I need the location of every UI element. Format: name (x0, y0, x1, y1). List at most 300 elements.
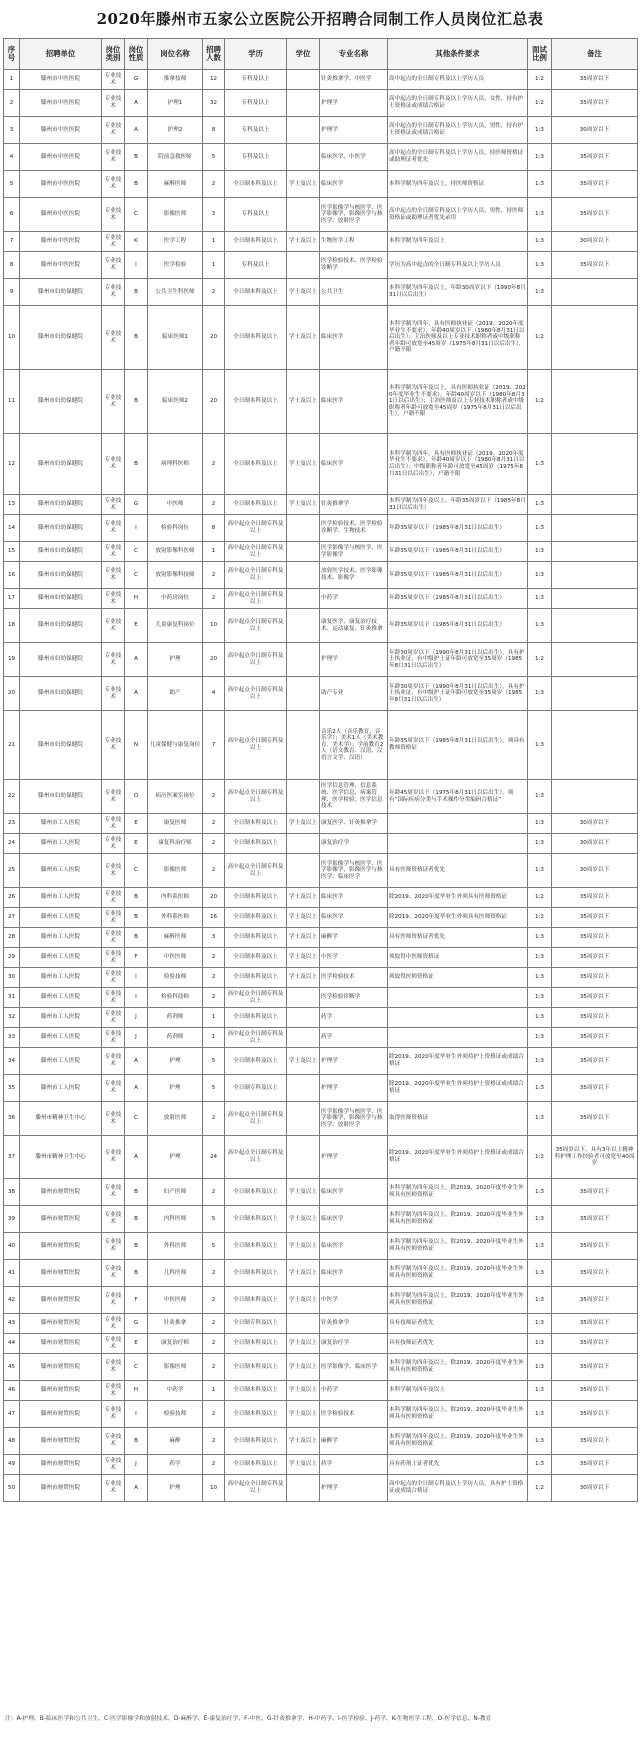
cell-major: 护理学 (320, 1048, 388, 1075)
cell-count: 2 (203, 434, 225, 495)
cell-requirements: 本科学制为四年及以上，除2019、2020年度毕业生外须具有医师资格证 (388, 1260, 528, 1287)
cell-remarks (552, 677, 638, 711)
cell-education: 高中起点全日制专科及以上 (225, 609, 287, 643)
cell-count: 2 (203, 814, 225, 834)
footnote: 注：A-护理、B-临床医学和公共卫生、C-医学影像学和放射技术、D-麻醉学、E-康复治疗学、F-中医、G-针灸推拿学、H-中药学、I-医学检验、J-药学、K-生物医学工程、O-医学信息、N-教育 (5, 1716, 492, 1722)
cell-nature: C (125, 562, 148, 589)
cell-remarks: 30周岁以下 (552, 1475, 638, 1502)
cell-ratio: 1:3 (528, 1334, 552, 1354)
table-row (4, 1206, 638, 1233)
cell-major: 护理学 (320, 1075, 388, 1102)
cell-education: 全日制本科及以上 (225, 1455, 287, 1475)
cell-education: 专科及以上 (225, 252, 287, 279)
cell-nature: B (125, 1179, 148, 1206)
cell-degree: 学士及以上 (287, 1179, 320, 1206)
table-row (4, 1260, 638, 1287)
cell-education: 全日制本科及以上 (225, 495, 287, 515)
cell-education: 专科及以上 (225, 144, 287, 171)
cell-education: 全日制本科及以上 (225, 1008, 287, 1028)
cell-count: 1 (203, 1008, 225, 1028)
cell-category: 专业技术 (102, 968, 125, 988)
cell-degree: 学士及以上 (287, 1428, 320, 1455)
cell-requirements: 高中起点的全日制专科及以上学历人员，持医师资格证或助理证者优先 (388, 144, 528, 171)
cell-nature: E (125, 1334, 148, 1354)
table-row (4, 198, 638, 232)
cell-unit: 滕州市财贸医院 (20, 1179, 102, 1206)
cell-position: 检验技师 (148, 968, 203, 988)
cell-degree (287, 1314, 320, 1334)
cell-remarks: 35周岁以下 (552, 988, 638, 1008)
cell-ratio: 1:3 (528, 589, 552, 609)
cell-category: 专业技术 (102, 1008, 125, 1028)
cell-major: 临床医学 (320, 306, 388, 370)
cell-count: 1 (203, 1028, 225, 1048)
cell-ratio: 1:2 (528, 306, 552, 370)
cell-no: 8 (4, 252, 20, 279)
cell-requirements: 学历为高中起点的全日制专科及以上学历人员 (388, 252, 528, 279)
cell-remarks: 35周岁以下 (552, 1206, 638, 1233)
cell-count: 5 (203, 1233, 225, 1260)
cell-education: 高中起点全日制专科及以上 (225, 1028, 287, 1048)
cell-degree: 学士及以上 (287, 1206, 320, 1233)
table-row (4, 562, 638, 589)
cell-count: 2 (203, 1401, 225, 1428)
cell-ratio: 1:2 (528, 888, 552, 908)
cell-ratio: 1:3 (528, 780, 552, 814)
cell-major: 医学信息管理、信息系统、医学信息、病案管理、医学检验、医学信息技术 (320, 780, 388, 814)
cell-category: 专业技术 (102, 1179, 125, 1206)
cell-nature: E (125, 834, 148, 854)
cell-no: 2 (4, 90, 20, 117)
cell-category: 专业技术 (102, 90, 125, 117)
table-row (4, 279, 638, 306)
cell-nature: J (125, 1455, 148, 1475)
cell-ratio: 1:3 (528, 814, 552, 834)
table-row (4, 1354, 638, 1381)
cell-requirements: 具有药剂士证者优先 (388, 1455, 528, 1475)
table-row (4, 1428, 638, 1455)
cell-unit: 滕州市精神卫生中心 (20, 1136, 102, 1179)
cell-position: 中药房岗位 (148, 589, 203, 609)
cell-education: 专科及以上 (225, 117, 287, 144)
cell-no: 17 (4, 589, 20, 609)
table-row (4, 1381, 638, 1401)
cell-category: 专业技术 (102, 1028, 125, 1048)
cell-count: 2 (203, 1260, 225, 1287)
cell-no: 14 (4, 515, 20, 542)
table-row (4, 888, 638, 908)
cell-degree: 学士及以上 (287, 968, 320, 988)
cell-nature: A (125, 90, 148, 117)
cell-education: 高中起点全日制专科及以上 (225, 1136, 287, 1179)
cell-education: 高中起点全日制专科及以上 (225, 780, 287, 814)
cell-nature: F (125, 1287, 148, 1314)
cell-requirements (388, 988, 528, 1008)
cell-position: 医学检验 (148, 252, 203, 279)
cell-major: 药学 (320, 1008, 388, 1028)
cell-count: 2 (203, 1179, 225, 1206)
cell-degree: 学士及以上 (287, 1334, 320, 1354)
cell-category: 专业技术 (102, 1206, 125, 1233)
cell-requirements: 高中起点的全日制专科及以上学历人员，男性，持医师资格证或助理证者优先录用 (388, 198, 528, 232)
cell-category: 专业技术 (102, 888, 125, 908)
cell-remarks: 35周岁以下 (552, 1314, 638, 1334)
table-row (4, 1455, 638, 1475)
cell-degree (287, 711, 320, 780)
cell-education: 高中起点全日制专科及以上 (225, 589, 287, 609)
cell-count: 3 (203, 198, 225, 232)
cell-remarks: 35周岁以下 (552, 1455, 638, 1475)
cell-unit: 滕州市财贸医院 (20, 1381, 102, 1401)
cell-position: 放射影像科技师 (148, 562, 203, 589)
table-row (4, 1233, 638, 1260)
cell-position: 护理 (148, 1136, 203, 1179)
cell-no: 4 (4, 144, 20, 171)
cell-requirements: 除2019、2020年度毕业生外须具有医师资格证 (388, 888, 528, 908)
cell-degree: 学士及以上 (287, 1048, 320, 1075)
cell-position: 康复治疗师 (148, 1334, 203, 1354)
cell-unit: 滕州市妇幼保健院 (20, 589, 102, 609)
cell-major: 临床医学 (320, 370, 388, 434)
cell-remarks (552, 306, 638, 370)
cell-degree: 学士及以上 (287, 928, 320, 948)
cell-degree (287, 677, 320, 711)
cell-degree (287, 562, 320, 589)
cell-degree (287, 542, 320, 562)
cell-education: 全日制本科及以上 (225, 1428, 287, 1455)
cell-unit: 滕州市妇幼保健院 (20, 562, 102, 589)
cell-remarks: 35周岁以下 (552, 144, 638, 171)
cell-position: 医学工程 (148, 232, 203, 252)
table-row (4, 928, 638, 948)
cell-remarks: 35周岁以下 (552, 1428, 638, 1455)
cell-major: 护理学 (320, 1475, 388, 1502)
cell-nature: B (125, 1260, 148, 1287)
cell-category: 专业技术 (102, 1354, 125, 1381)
table-row (4, 542, 638, 562)
cell-major: 临床医学、中医学 (320, 144, 388, 171)
cell-category: 专业技术 (102, 232, 125, 252)
cell-category: 专业技术 (102, 542, 125, 562)
cell-requirements: 年龄45周岁以下（1975年8月31日以后出生），须有“国际疾病分类与手术操作分类编码合格证” (388, 780, 528, 814)
cell-category: 专业技术 (102, 1075, 125, 1102)
cell-no: 47 (4, 1401, 20, 1428)
cell-no: 48 (4, 1428, 20, 1455)
cell-degree (287, 117, 320, 144)
cell-education: 全日制本科及以上 (225, 1048, 287, 1075)
cell-count: 1 (203, 542, 225, 562)
cell-major: 护理学 (320, 90, 388, 117)
cell-ratio: 1:3 (528, 1260, 552, 1287)
cell-requirements: 具有医师资格证者优先 (388, 854, 528, 888)
cell-remarks: 35周岁以下 (552, 1048, 638, 1075)
cell-category: 专业技术 (102, 562, 125, 589)
cell-ratio: 1:3 (528, 1381, 552, 1401)
cell-requirements (388, 1028, 528, 1048)
cell-remarks: 35周岁以下 (552, 1008, 638, 1028)
cell-ratio: 1:3 (528, 1428, 552, 1455)
cell-major: 临床医学 (320, 434, 388, 495)
cell-remarks: 35周岁以下 (552, 70, 638, 90)
cell-position: 儿科医师 (148, 1260, 203, 1287)
cell-nature: H (125, 589, 148, 609)
cell-no: 3 (4, 117, 20, 144)
cell-nature: B (125, 928, 148, 948)
cell-position: 放射影像科医师 (148, 542, 203, 562)
table-row (4, 908, 638, 928)
cell-ratio: 1:2 (528, 1136, 552, 1179)
cell-nature: B (125, 1206, 148, 1233)
cell-major: 康复治疗学 (320, 1334, 388, 1354)
cell-requirements: 须取得中医师资格证 (388, 948, 528, 968)
cell-nature: B (125, 370, 148, 434)
cell-major: 药学 (320, 1455, 388, 1475)
cell-remarks: 30周岁以下 (552, 814, 638, 834)
cell-major: 医学影像学与核医学、医学影像学、影像医学与核医学、临床医学 (320, 854, 388, 888)
cell-position: 临床医师1 (148, 306, 203, 370)
cell-degree (287, 643, 320, 677)
table-row (4, 171, 638, 198)
cell-count: 2 (203, 495, 225, 515)
cell-education: 全日制本科及以上 (225, 948, 287, 968)
cell-position: 检验技师 (148, 1401, 203, 1428)
cell-requirements: 本科学制为四年及以上，具有医师执业证（2019、2020年度毕业生不要求），年龄40周岁以下（1980年8月31日以后出生）；主治医师及以上专业技术职称者或中级职称者年龄可放宽至45周岁（1975年8月31日以后出生），户籍不限 (388, 370, 528, 434)
cell-degree: 学士及以上 (287, 888, 320, 908)
cell-position: 护理1 (148, 90, 203, 117)
cell-unit: 滕州市中医医院 (20, 252, 102, 279)
cell-no: 24 (4, 834, 20, 854)
cell-degree (287, 609, 320, 643)
cell-category: 专业技术 (102, 434, 125, 495)
cell-count: 8 (203, 515, 225, 542)
cell-remarks (552, 542, 638, 562)
cell-unit: 滕州市工人医院 (20, 888, 102, 908)
cell-nature: B (125, 908, 148, 928)
cell-remarks: 35周岁以下 (552, 1334, 638, 1354)
cell-category: 专业技术 (102, 1381, 125, 1401)
cell-requirements: 本科学制为四年，具有医师执业证（2019、2020年度毕业生不要求），年龄40周岁以下（1980年8月31日以后出生）；中级职称者年龄可放宽至45周岁（1975年8月31日以后出生），户籍不限 (388, 434, 528, 495)
cell-unit: 滕州市财贸医院 (20, 1287, 102, 1314)
cell-requirements: 本科学制为四年及以上 (388, 1381, 528, 1401)
cell-ratio: 1:3 (528, 1048, 552, 1075)
cell-no: 37 (4, 1136, 20, 1179)
table-row (4, 90, 638, 117)
cell-education: 全日制本科及以上 (225, 1381, 287, 1401)
cell-education: 全日制本科及以上 (225, 1287, 287, 1314)
cell-position: 护理 (148, 1075, 203, 1102)
cell-no: 44 (4, 1334, 20, 1354)
table-row (4, 1287, 638, 1314)
cell-count: 20 (203, 888, 225, 908)
cell-major: 助产专业 (320, 677, 388, 711)
cell-position: 病理科医师 (148, 434, 203, 495)
cell-unit: 滕州市工人医院 (20, 1075, 102, 1102)
table-row (4, 677, 638, 711)
cell-ratio: 1:3 (528, 1179, 552, 1206)
cell-requirements: 本科学制为四年及以上，除2019、2020年度毕业生外须具有医师资格证 (388, 1354, 528, 1381)
cell-nature: K (125, 232, 148, 252)
cell-category: 专业技术 (102, 1475, 125, 1502)
cell-degree: 学士及以上 (287, 1401, 320, 1428)
cell-degree (287, 515, 320, 542)
table-row (4, 1475, 638, 1502)
cell-category: 专业技术 (102, 1334, 125, 1354)
cell-remarks: 35周岁以下 (552, 1287, 638, 1314)
cell-count: 1 (203, 232, 225, 252)
cell-remarks: 35周岁以下 (552, 888, 638, 908)
cell-requirements: 高中起点的全日制专科及以上学历人员 (388, 70, 528, 90)
cell-no: 40 (4, 1233, 20, 1260)
cell-remarks: 35周岁以下 (552, 1028, 638, 1048)
cell-position: 放射医师 (148, 1102, 203, 1136)
cell-remarks: 35周岁以下 (552, 948, 638, 968)
cell-unit: 滕州市妇幼保健院 (20, 609, 102, 643)
cell-unit: 滕州市中医医院 (20, 70, 102, 90)
cell-count: 10 (203, 1475, 225, 1502)
cell-ratio: 1:3 (528, 854, 552, 888)
table-row (4, 70, 638, 90)
cell-no: 7 (4, 232, 20, 252)
cell-count: 16 (203, 908, 225, 928)
cell-remarks (552, 643, 638, 677)
cell-unit: 滕州市妇幼保健院 (20, 542, 102, 562)
cell-education: 全日制本科及以上 (225, 1233, 287, 1260)
cell-education: 全日制本科及以上 (225, 1206, 287, 1233)
cell-count: 24 (203, 1136, 225, 1179)
cell-major: 针灸推拿学 (320, 495, 388, 515)
cell-category: 专业技术 (102, 1136, 125, 1179)
cell-remarks (552, 589, 638, 609)
cell-count: 7 (203, 711, 225, 780)
cell-count: 1 (203, 1381, 225, 1401)
cell-position: 药学 (148, 1455, 203, 1475)
cell-position: 儿童康复科岗位 (148, 609, 203, 643)
table-row (4, 948, 638, 968)
cell-major: 临床医学 (320, 1179, 388, 1206)
table-row (4, 515, 638, 542)
header-no: 序号 (4, 39, 20, 70)
cell-education: 专科及以上 (225, 70, 287, 90)
cell-category: 专业技术 (102, 780, 125, 814)
cell-major: 临床医学 (320, 908, 388, 928)
cell-education: 全日制本科及以上 (225, 814, 287, 834)
cell-nature: C (125, 198, 148, 232)
cell-position: 院前急救医师 (148, 144, 203, 171)
table-row (4, 1048, 638, 1075)
cell-major: 康复医学、针灸推拿学 (320, 814, 388, 834)
cell-requirements: 具有医师资格证者优先 (388, 928, 528, 948)
table-row (4, 117, 638, 144)
cell-unit: 滕州市工人医院 (20, 1008, 102, 1028)
cell-education: 高中起点全日制专科及以上 (225, 542, 287, 562)
header-major: 专业名称 (320, 39, 388, 70)
cell-nature: B (125, 1428, 148, 1455)
cell-requirements: 本科学制为四年，具有医师执业证（2019、2020年度毕业生不要求），年龄40周岁以下（1980年8月31日以后出生）；主治医师及以上专业技术职称者或中级职称者年龄可放宽至45周岁（1975年8月31日以后出生），户籍不限 (388, 306, 528, 370)
cell-remarks: 35周岁以下 (552, 1381, 638, 1401)
cell-category: 专业技术 (102, 279, 125, 306)
cell-requirements: 具有技师证者优先 (388, 1334, 528, 1354)
cell-category: 专业技术 (102, 171, 125, 198)
cell-major: 音乐2人（音乐教育、音乐学）；美术1人（美术教育、美术学）；学前教育2人（语文教育、汉语、汉语言文学、汉语） (320, 711, 388, 780)
cell-unit: 滕州市工人医院 (20, 908, 102, 928)
cell-requirements: 具有技师证者优先 (388, 1314, 528, 1334)
cell-major: 护理学 (320, 117, 388, 144)
table-row (4, 814, 638, 834)
cell-requirements: 本科学制为四年及以上，除2019、2020年度毕业生外须具有医师资格证 (388, 1206, 528, 1233)
cell-category: 专业技术 (102, 988, 125, 1008)
cell-no: 38 (4, 1179, 20, 1206)
cell-degree (287, 834, 320, 854)
cell-category: 专业技术 (102, 117, 125, 144)
cell-requirements: 本科学制为四年及以上，除2019、2020年度毕业生外须具有医师资格证 (388, 1428, 528, 1455)
cell-nature: C (125, 1102, 148, 1136)
cell-requirements: 本科学制为四年及以上，持医师资格证 (388, 171, 528, 198)
cell-remarks: 35周岁以下 (552, 1401, 638, 1428)
cell-remarks (552, 562, 638, 589)
cell-degree (287, 252, 320, 279)
cell-position: 药剂师 (148, 1028, 203, 1048)
cell-count: 10 (203, 609, 225, 643)
cell-no: 5 (4, 171, 20, 198)
cell-unit: 滕州市中医医院 (20, 232, 102, 252)
cell-category: 专业技术 (102, 834, 125, 854)
cell-count: 2 (203, 1314, 225, 1334)
cell-no: 10 (4, 306, 20, 370)
cell-ratio: 1:3 (528, 1287, 552, 1314)
cell-ratio: 1:3 (528, 928, 552, 948)
cell-no: 50 (4, 1475, 20, 1502)
cell-unit: 滕州市精神卫生中心 (20, 1102, 102, 1136)
cell-degree: 学士及以上 (287, 1260, 320, 1287)
cell-major: 医学检验技术 (320, 1401, 388, 1428)
cell-remarks: 35周岁以下 (552, 1075, 638, 1102)
cell-position: 检验科技师 (148, 988, 203, 1008)
cell-remarks: 30周岁以下 (552, 834, 638, 854)
cell-ratio: 1:3 (528, 1354, 552, 1381)
table-row (4, 306, 638, 370)
table-row (4, 1008, 638, 1028)
cell-nature: B (125, 1233, 148, 1260)
cell-ratio: 1:3 (528, 1314, 552, 1334)
cell-ratio: 1:3 (528, 1233, 552, 1260)
cell-degree (287, 70, 320, 90)
cell-no: 22 (4, 780, 20, 814)
header-category: 岗位类别 (102, 39, 125, 70)
cell-major: 放射医学技术、医学影像技术、影像学 (320, 562, 388, 589)
cell-position: 护理 (148, 1475, 203, 1502)
table-row (4, 643, 638, 677)
cell-remarks: 30周岁以下 (552, 117, 638, 144)
cell-count: 2 (203, 279, 225, 306)
cell-unit: 滕州市财贸医院 (20, 1314, 102, 1334)
table-row (4, 1334, 638, 1354)
cell-remarks (552, 609, 638, 643)
cell-count: 4 (203, 677, 225, 711)
cell-major: 针灸推拿学、中医学 (320, 70, 388, 90)
cell-major: 生物医学工程 (320, 232, 388, 252)
cell-category: 专业技术 (102, 643, 125, 677)
cell-nature: J (125, 1028, 148, 1048)
cell-count: 8 (203, 117, 225, 144)
header-position: 岗位名称 (148, 39, 203, 70)
cell-major: 医学影像学、临床医学 (320, 1354, 388, 1381)
cell-position: 中医师 (148, 495, 203, 515)
cell-ratio: 1:3 (528, 144, 552, 171)
cell-unit: 滕州市财贸医院 (20, 1428, 102, 1455)
cell-education: 全日制本科及以上 (225, 908, 287, 928)
cell-position: 病历医案室岗位 (148, 780, 203, 814)
cell-remarks: 35周岁以下 (552, 928, 638, 948)
